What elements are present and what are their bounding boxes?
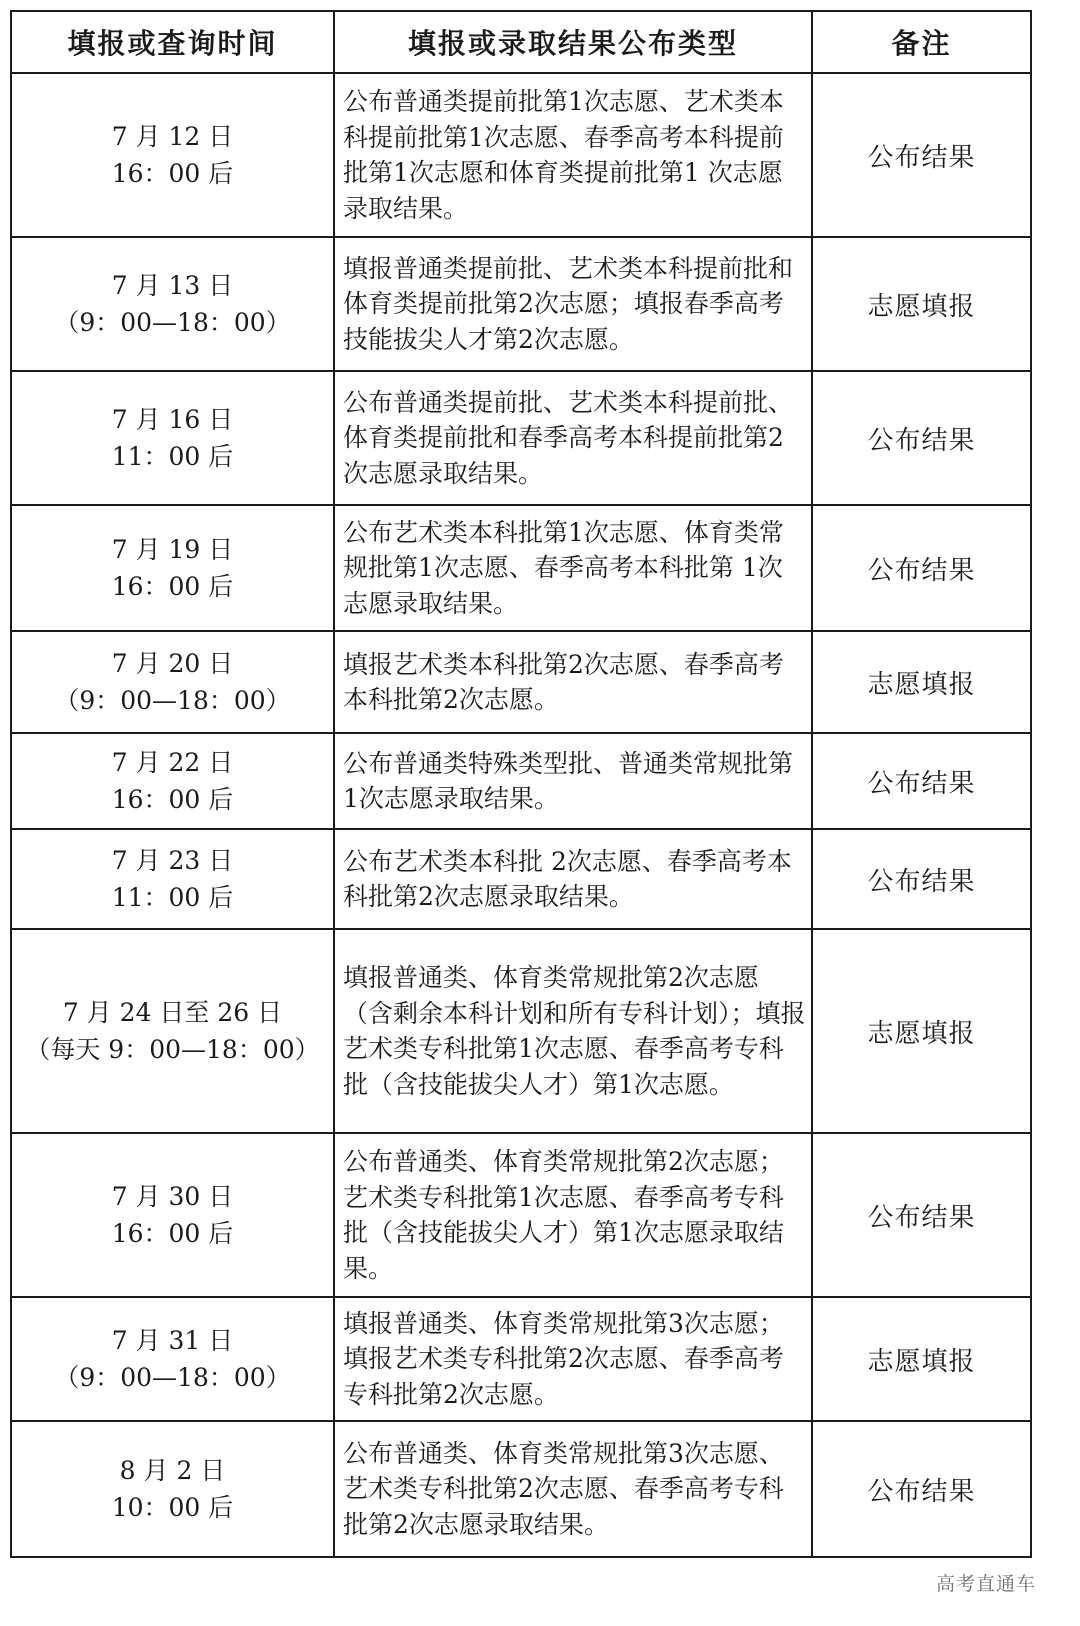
header-note: 备注 (812, 11, 1031, 73)
time-cell (11, 733, 334, 829)
table-row (11, 829, 1031, 929)
date-text: 7 月 20 日 (111, 649, 234, 678)
header-time: 填报或查询时间 (11, 11, 334, 73)
time-range-text: 11：00 后 (111, 442, 234, 471)
time-cell (11, 505, 334, 631)
description-cell: 公布艺术类本科批 2次志愿、春季高考本科批第2次志愿录取结果。 (334, 829, 812, 929)
header-row (11, 11, 1031, 73)
table-row (11, 631, 1031, 733)
description-cell: 公布艺术类本科批第1次志愿、体育类常规批第1次志愿、春季高考本科批第 1次志愿录取结果。 (334, 505, 812, 631)
description-cell: 填报普通类提前批、艺术类本科提前批和体育类提前批第2次志愿；填报春季高考技能拔尖人才第2次志愿。 (334, 237, 812, 371)
table-row (11, 1297, 1031, 1421)
table-row (11, 1421, 1031, 1557)
note-cell: 公布结果 (812, 733, 1031, 829)
description-cell: 填报艺术类本科批第2次志愿、春季高考本科批第2次志愿。 (334, 631, 812, 733)
description-cell: 填报普通类、体育类常规批第2次志愿（含剩余本科计划和所有专科计划）；填报艺术类专科批第1次志愿、春季高考专科批（含技能拔尖人才）第1次志愿。 (334, 929, 812, 1133)
description-cell: 公布普通类提前批第1次志愿、艺术类本科提前批第1次志愿、春季高考本科提前批第1次志愿和体育类提前批第1 次志愿录取结果。 (334, 73, 812, 237)
time-range-text: （9：00—18：00） (54, 308, 291, 337)
note-cell: 公布结果 (812, 1421, 1031, 1557)
header-type: 填报或录取结果公布类型 (334, 11, 812, 73)
watermark-text: 高考直通车 (935, 1573, 1036, 1595)
note-cell: 志愿填报 (812, 929, 1031, 1133)
table-row (11, 733, 1031, 829)
schedule-table (10, 10, 1032, 1558)
table-row (11, 1133, 1031, 1297)
time-cell (11, 1421, 334, 1557)
note-cell: 志愿填报 (812, 631, 1031, 733)
note-cell: 公布结果 (812, 829, 1031, 929)
description-cell: 公布普通类特殊类型批、普通类常规批第1次志愿录取结果。 (334, 733, 812, 829)
time-cell (11, 1133, 334, 1297)
time-range-text: 11：00 后 (111, 883, 234, 912)
time-cell (11, 631, 334, 733)
date-text: 7 月 16 日 (111, 405, 234, 434)
time-range-text: 10：00 后 (111, 1493, 234, 1522)
note-cell: 公布结果 (812, 1133, 1031, 1297)
time-range-text: 16：00 后 (111, 572, 234, 601)
table-row (11, 371, 1031, 505)
date-text: 7 月 30 日 (111, 1182, 234, 1211)
table-row (11, 929, 1031, 1133)
time-cell (11, 237, 334, 371)
time-range-text: 16：00 后 (111, 785, 234, 814)
description-cell: 公布普通类、体育类常规批第3次志愿、艺术类专科批第2次志愿、春季高考专科批第2次志愿录取结果。 (334, 1421, 812, 1557)
note-cell: 公布结果 (812, 505, 1031, 631)
time-range-text: （每天 9：00—18：00） (25, 1035, 320, 1064)
time-range-text: 16：00 后 (111, 159, 234, 188)
time-cell (11, 929, 334, 1133)
date-text: 8 月 2 日 (119, 1456, 226, 1485)
description-cell: 填报普通类、体育类常规批第3次志愿；填报艺术类专科批第2次志愿、春季高考专科批第2次志愿。 (334, 1297, 812, 1421)
note-cell: 志愿填报 (812, 1297, 1031, 1421)
date-text: 7 月 12 日 (111, 122, 234, 151)
date-text: 7 月 31 日 (111, 1326, 234, 1355)
table-row (11, 505, 1031, 631)
time-cell (11, 73, 334, 237)
time-cell (11, 829, 334, 929)
date-text: 7 月 19 日 (111, 535, 234, 564)
time-cell (11, 371, 334, 505)
note-cell: 公布结果 (812, 73, 1031, 237)
table-row (11, 237, 1031, 371)
date-text: 7 月 13 日 (111, 271, 234, 300)
date-text: 7 月 22 日 (111, 748, 234, 777)
note-cell: 公布结果 (812, 371, 1031, 505)
time-range-text: （9：00—18：00） (54, 686, 291, 715)
time-range-text: 16：00 后 (111, 1219, 234, 1248)
description-cell: 公布普通类、体育类常规批第2次志愿；艺术类专科批第1次志愿、春季高考专科批（含技能拔尖人才）第1次志愿录取结果。 (334, 1133, 812, 1297)
note-cell: 志愿填报 (812, 237, 1031, 371)
description-cell: 公布普通类提前批、艺术类本科提前批、体育类提前批和春季高考本科提前批第2次志愿录取结果。 (334, 371, 812, 505)
time-cell (11, 1297, 334, 1421)
date-text: 7 月 23 日 (111, 846, 234, 875)
table-row (11, 73, 1031, 237)
time-range-text: （9：00—18：00） (54, 1363, 291, 1392)
date-text: 7 月 24 日至 26 日 (62, 998, 283, 1027)
